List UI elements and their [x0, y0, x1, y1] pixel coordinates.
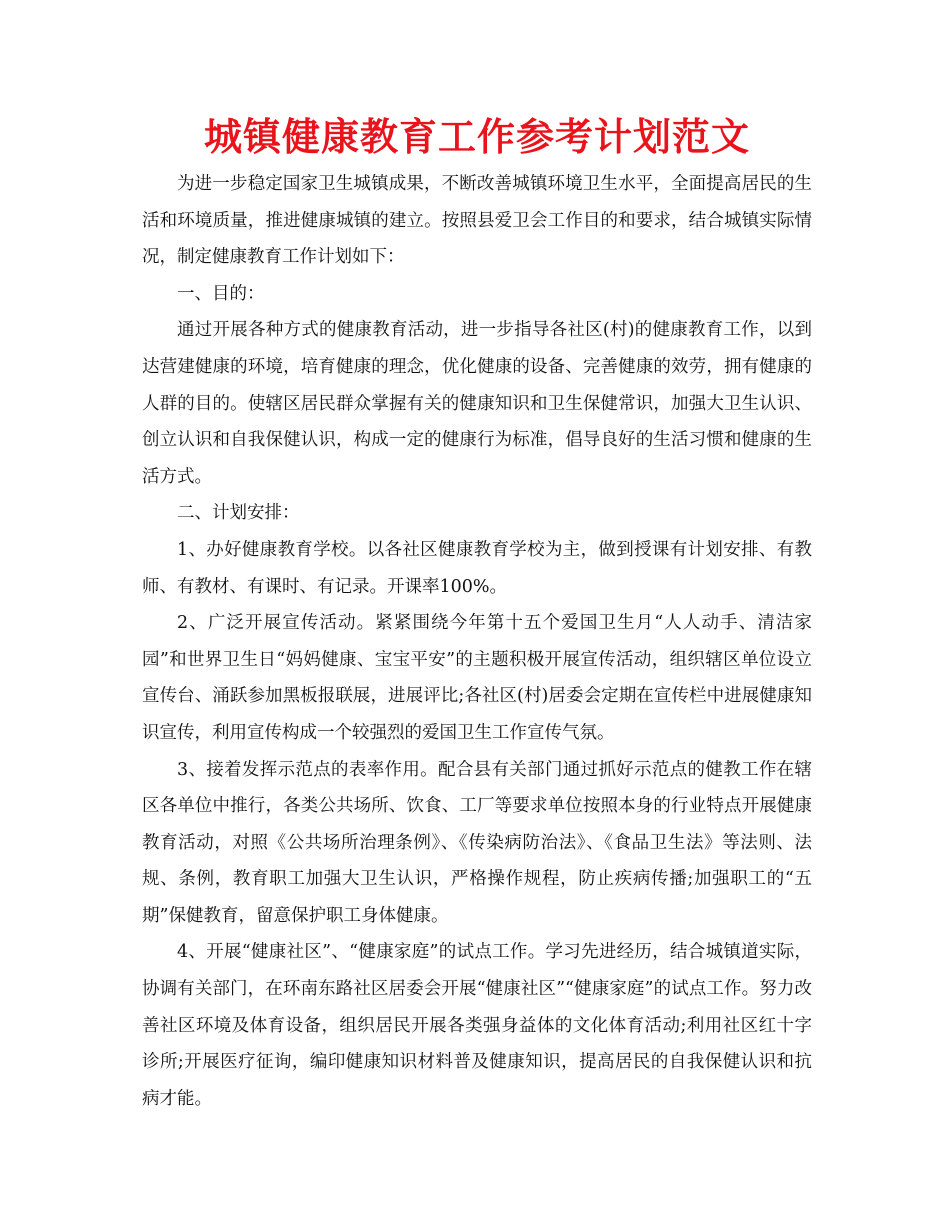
section-heading-purpose: 一、目的： — [177, 283, 265, 304]
section-heading-plan: 二、计划安排： — [177, 503, 300, 524]
plan-item-3: 3、接着发挥示范点的表率作用。配合县有关部门通过抓好示范点的健教工作在辖区各单位中推行，各类公共场所、饮食、工厂等要求单位按照本身的行业特点开展健康教育活动，对照《公共场所治理条例》、《传染病防治法》、《食品卫生法》等法则、法规、条例，教育职工加强大卫生认识，严格操作规程，防止疾病传播;加强职工的“五期”保健教育，留意保护职工身体健康。 — [142, 759, 812, 926]
purpose-paragraph: 通过开展各种方式的健康教育活动，进一步指导各社区(村)的健康教育工作，以到达营建健康的环境，培育健康的理念，优化健康的设备、完善健康的效劳，拥有健康的人群的目的。使辖区居民群众掌握有关的健康知识和卫生保健常识，加强大卫生认识、创立认识和自我保健认识，构成一定的健康行为标准，倡导良好的生活习惯和健康的生活方式。 — [142, 320, 812, 487]
intro-paragraph: 为进一步稳定国家卫生城镇成果，不断改善城镇环境卫生水平，全面提高居民的生活和环境质量，推进健康城镇的建立。按照县爱卫会工作目的和要求，结合城镇实际情况，制定健康教育工作计划如下： — [142, 174, 812, 268]
document-page — [142, 112, 812, 1117]
plan-item-2: 2、广泛开展宣传活动。紧紧围绕今年第十五个爱国卫生月“人人动手、清洁家园”和世界卫生日“妈妈健康、宝宝平安”的主题积极开展宣传活动，组织辖区单位设立宣传台、涌跃参加黑板报联展，进展评比;各社区(村)居委会定期在宣传栏中进展健康知识宣传，利用宣传构成一个较强烈的爱国卫生工作宣传气氛。 — [142, 613, 812, 743]
plan-item-4: 4、开展“健康社区”、“健康家庭”的试点工作。学习先进经历，结合城镇道实际，协调有关部门，在环南东路社区居委会开展“健康社区”“健康家庭”的试点工作。努力改善社区环境及体育设备，组织居民开展各类强身益体的文化体育活动;利用社区红十字诊所;开展医疗征询，编印健康知识材料普及健康知识，提高居民的自我保健认识和抗病才能。 — [142, 942, 812, 1109]
plan-item-1: 1、办好健康教育学校。以各社区健康教育学校为主，做到授课有计划安排、有教师、有教材、有课时、有记录。开课率100%。 — [142, 539, 812, 597]
document-title: 城镇健康教育工作参考计划范文 — [203, 115, 750, 159]
